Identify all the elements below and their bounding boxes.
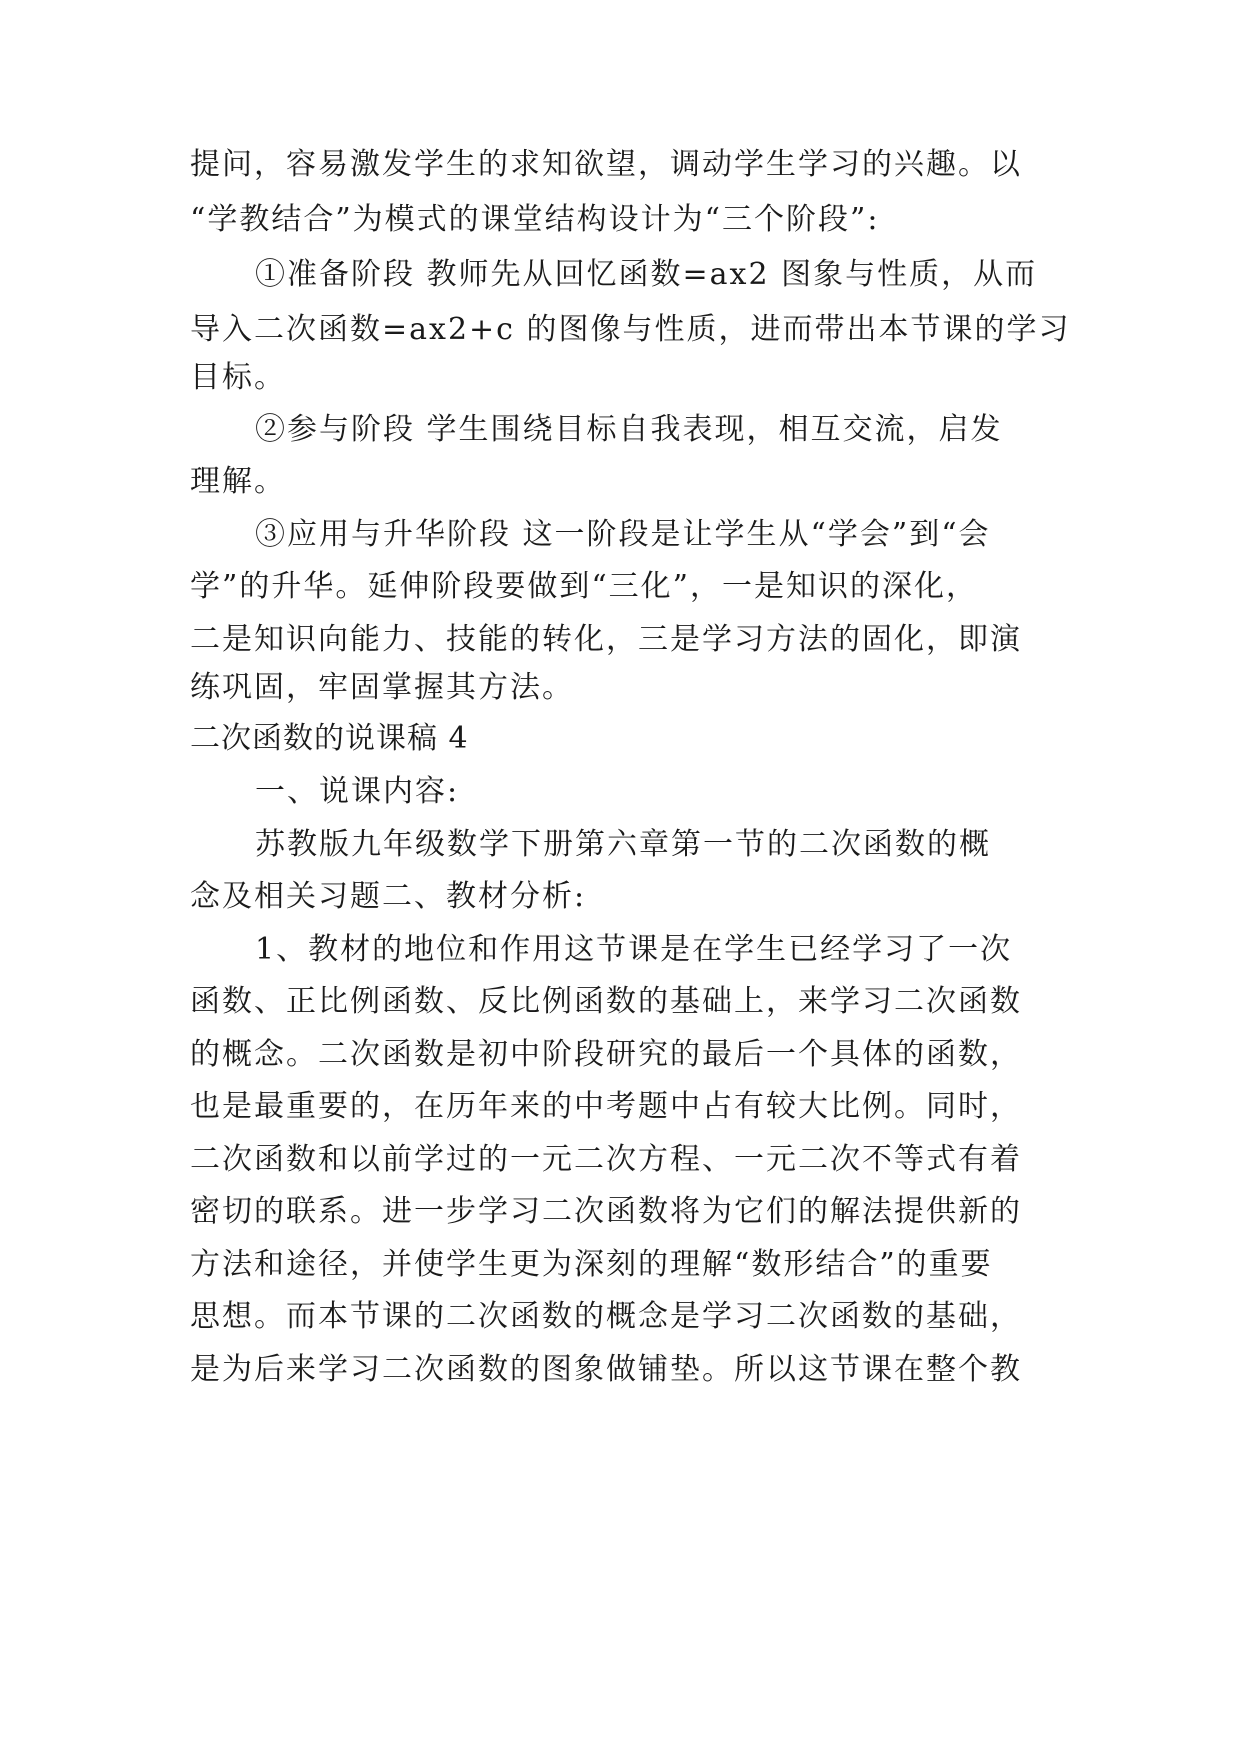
text-line: 学”的升华。延伸阶段要做到“三化”，一是知识的深化，	[190, 569, 979, 604]
text-line: 方法和途径，并使学生更为深刻的理解“数形结合”的重要	[190, 1247, 993, 1282]
paragraph-first-line: 1、教材的地位和作用这节课是在学生已经学习了一次	[255, 932, 1013, 967]
text-line: 也是最重要的，在历年来的中考题中占有较大比例。同时，	[190, 1089, 1022, 1124]
paragraph-first-line: ②参与阶段 学生围绕目标自我表现，相互交流，启发	[255, 412, 1003, 447]
text-line: 目标。	[190, 360, 286, 395]
text-line: 密切的联系。进一步学习二次函数将为它们的解法提供新的	[190, 1194, 1022, 1229]
text-line: 念及相关习题二、教材分析:	[190, 879, 587, 914]
text-line: 提问，容易激发学生的求知欲望，调动学生学习的兴趣。以	[190, 147, 1022, 182]
text-line: 二次函数和以前学过的一元二次方程、一元二次不等式有着	[190, 1142, 1022, 1177]
paragraph-first-line: ①准备阶段 教师先从回忆函数=ax2 图象与性质，从而	[255, 257, 1038, 292]
text-line: 练巩固，牢固掌握其方法。	[190, 670, 574, 705]
paragraph-first-line: 一、说课内容:	[255, 774, 460, 809]
text-line: 导入二次函数=ax2+c 的图像与性质，进而带出本节课的学习	[190, 312, 1071, 347]
text-line: “学教结合”为模式的课堂结构设计为“三个阶段”:	[190, 202, 880, 237]
paragraph-first-line: ③应用与升华阶段 这一阶段是让学生从“学会”到“会	[255, 517, 991, 552]
paragraph-first-line: 苏教版九年级数学下册第六章第一节的二次函数的概	[255, 827, 991, 862]
text-line: 的概念。二次函数是初中阶段研究的最后一个具体的函数，	[190, 1037, 1022, 1072]
text-line: 理解。	[190, 464, 286, 499]
text-line: 二是知识向能力、技能的转化，三是学习方法的固化，即演	[190, 622, 1022, 657]
section-heading: 二次函数的说课稿 4	[190, 721, 469, 756]
text-line: 是为后来学习二次函数的图象做铺垫。所以这节课在整个教	[190, 1352, 1022, 1387]
text-line: 思想。而本节课的二次函数的概念是学习二次函数的基础，	[190, 1299, 1022, 1334]
text-line: 函数、正比例函数、反比例函数的基础上，来学习二次函数	[190, 984, 1022, 1019]
